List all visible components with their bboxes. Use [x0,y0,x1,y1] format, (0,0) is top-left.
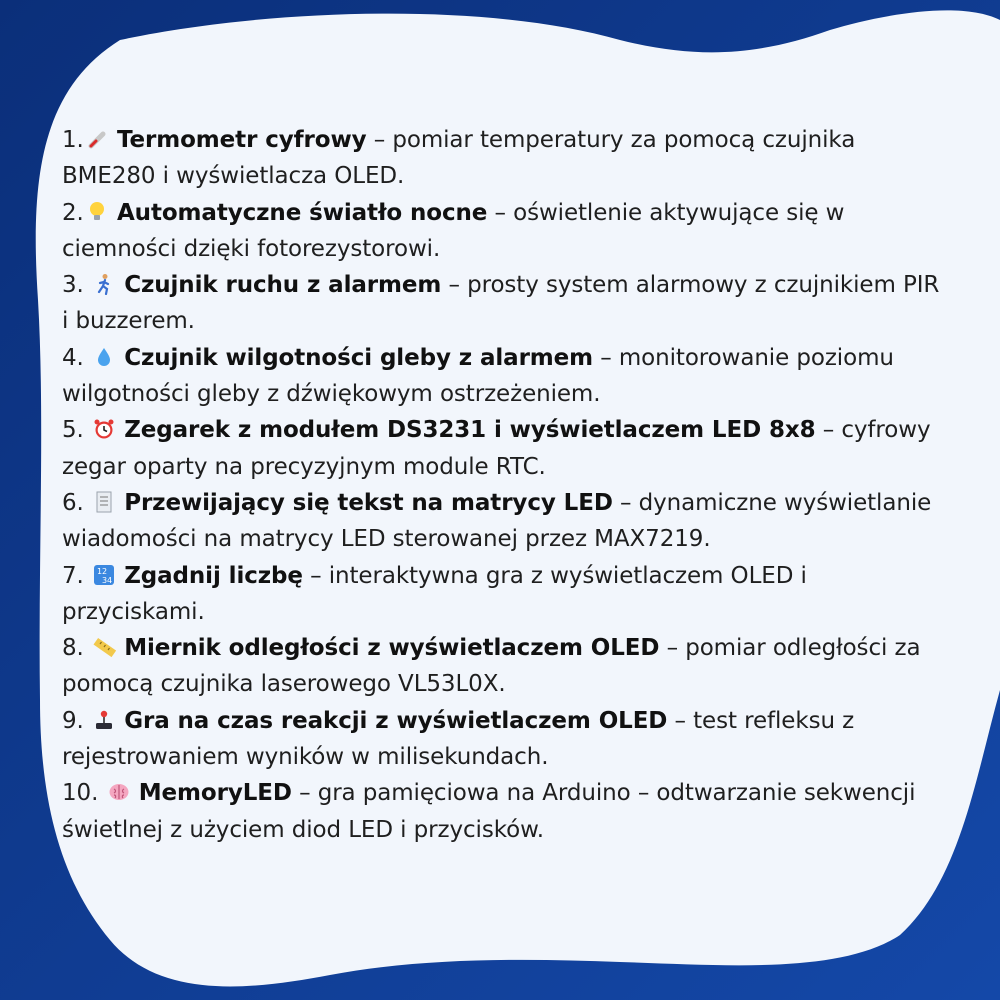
joystick-icon [91,703,117,739]
item-title: Czujnik wilgotności gleby z alarmem [124,344,594,371]
list-item [62,703,942,776]
item-description: – interaktywna gra z wyświetlaczem OLED i przyciskami. [62,562,807,625]
ruler-icon [91,630,117,666]
list-item [62,412,942,485]
item-title: Miernik odległości z wyświetlaczem OLED [124,635,660,662]
item-number: 10. [62,780,106,807]
item-number: 7. [62,562,91,589]
list-item [62,122,942,195]
item-description: – monitorowanie poziomu wilgotności gleby z dźwiękowym ostrzeżeniem. [62,344,894,408]
numbers-icon [91,558,117,594]
brain-icon [106,775,132,811]
item-description: – cyfrowy zegar oparty na precyzyjnym module RTC. [62,417,931,480]
item-description: – test refleksu z rejestrowaniem wyników w milisekundach. [62,707,855,771]
item-description: – gra pamięciowa na Arduino – odtwarzanie sekwencji świetlnej z użyciem diod LED i przycisków. [62,780,916,843]
light-bulb-icon [84,195,110,231]
receipt-icon [91,485,117,521]
list-item [62,195,942,268]
project-list [62,122,942,848]
list-item [62,485,942,558]
running-person-icon [91,267,117,303]
item-title: MemoryLED [138,780,292,807]
item-number: 1. [62,127,84,153]
item-title: Zegarek z modułem DS3231 i wyświetlaczem LED 8x8 [124,417,816,444]
item-title: Termometr cyfrowy [116,127,367,153]
item-number: 6. [62,489,91,516]
item-description: – pomiar temperatury za pomocą czujnika BME280 i wyświetlacza OLED. [62,127,856,190]
item-title: Czujnik ruchu z alarmem [124,272,442,299]
list-item [62,340,942,413]
svg-text:12: 12 [96,566,107,576]
list-item [62,558,942,631]
item-title: Gra na czas reakcji z wyświetlaczem OLED [124,707,668,734]
alarm-clock-icon [91,412,117,448]
item-title: Przewijający się tekst na matrycy LED [124,489,613,516]
item-number: 8. [62,635,91,662]
item-title: Automatyczne światło nocne [116,199,488,226]
droplet-icon [91,340,117,376]
list-item [62,630,942,703]
item-number: 9. [62,707,91,734]
item-description: – pomiar odległości za pomocą czujnika laserowego VL53L0X. [62,635,921,698]
thermometer-icon [84,122,110,158]
list-item [62,775,942,848]
item-number: 4. [62,344,91,371]
item-number: 3. [62,272,91,299]
item-description: – prosty system alarmowy z czujnikiem PIR i buzzerem. [62,272,940,335]
item-number: 5. [62,417,91,444]
item-description: – oświetlenie aktywujące się w ciemności dzięki fotorezystorowi. [62,199,845,262]
list-item [62,267,942,340]
item-description: – dynamiczne wyświetlanie wiadomości na matrycy LED sterowanej przez MAX7219. [62,489,932,553]
item-title: Zgadnij liczbę [124,562,303,589]
svg-text:34: 34 [101,575,112,585]
item-number: 2. [62,199,84,226]
